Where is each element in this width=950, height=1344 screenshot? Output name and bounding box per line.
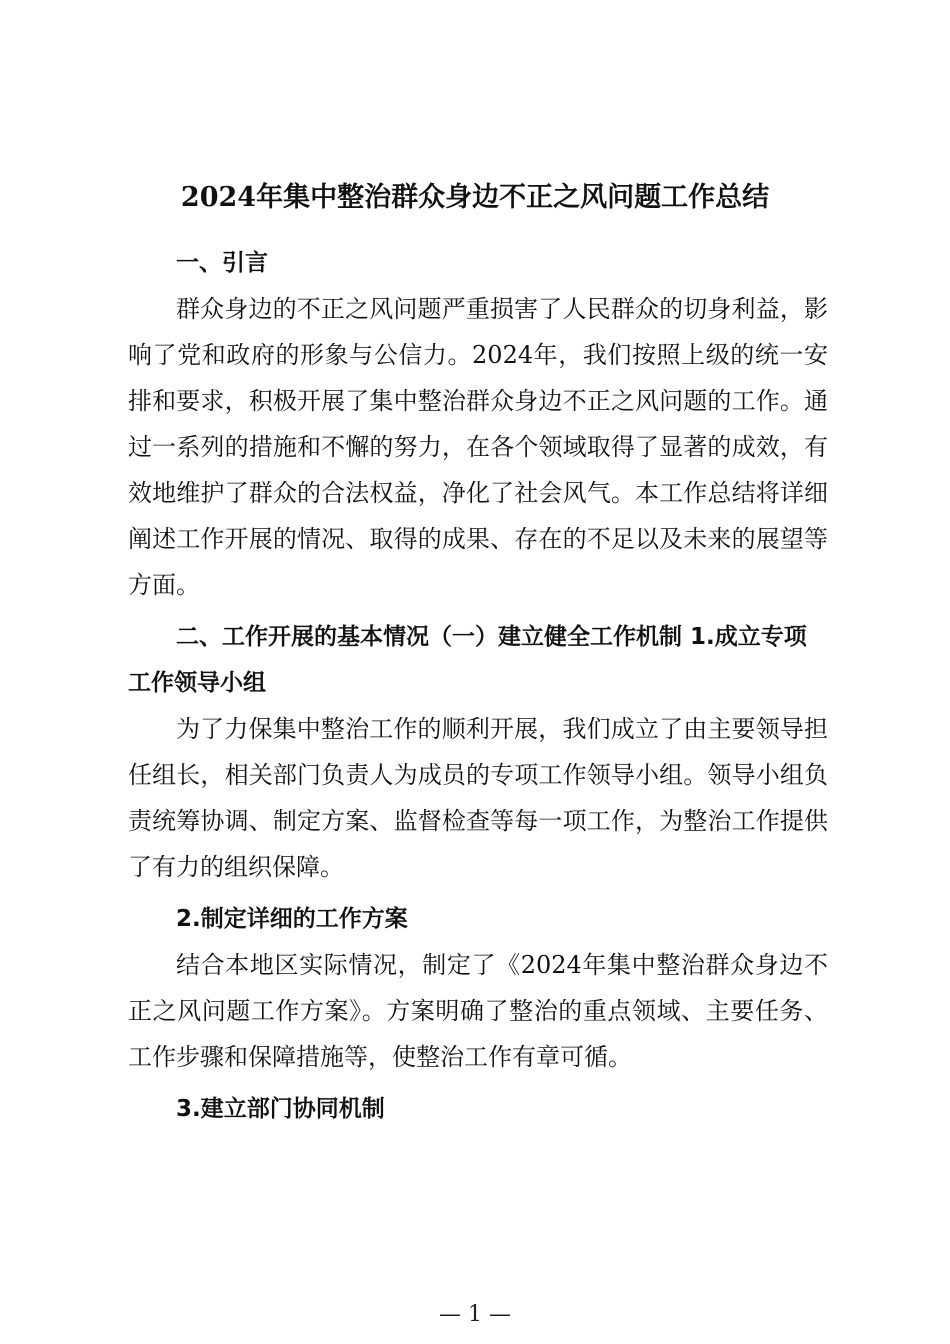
subheading-work-plan: 2.制定详细的工作方案 xyxy=(176,906,408,932)
introduction-paragraph: 群众身边的不正之风问题严重损害了人民群众的切身利益，影响了党和政府的形象与公信力。2024年，我们按照上级的统一安排和要求，积极开展了集中整治群众身边不正之风问题的工作。通过一系列的措施和不懈的努力，在各个领域取得了显著的成效，有效地维护了群众的合法权益，净化了社会风气。本工作总结将详细阐述工作开展的情况、取得的成果、存在的不足以及未来的展望等方面。 xyxy=(128,295,828,599)
work-plan-paragraph: 结合本地区实际情况，制定了《2024年集中整治群众身边不正之风问题工作方案》。方案明确了整治的重点领域、主要任务、工作步骤和保障措施等，使整治工作有章可循。 xyxy=(128,951,828,1071)
subheading-coordination-mechanism: 3.建立部门协同机制 xyxy=(176,1096,385,1122)
document-title: 2024年集中整治群众身边不正之风问题工作总结 xyxy=(180,182,770,213)
page-number: — 1 — xyxy=(439,1302,511,1327)
document-body xyxy=(128,240,828,1132)
section-heading-introduction: 一、引言 xyxy=(176,250,268,276)
leading-group-paragraph: 为了力保集中整治工作的顺利开展，我们成立了由主要领导担任组长，相关部门负责人为成员的专项工作领导小组。领导小组负责统筹协调、制定方案、监督检查等每一项工作，为整治工作提供了有力的组织保障。 xyxy=(128,715,828,881)
section-heading-basic-situation: 二、工作开展的基本情况（一）建立健全工作机制 1.成立专项工作领导小组 xyxy=(128,624,807,696)
